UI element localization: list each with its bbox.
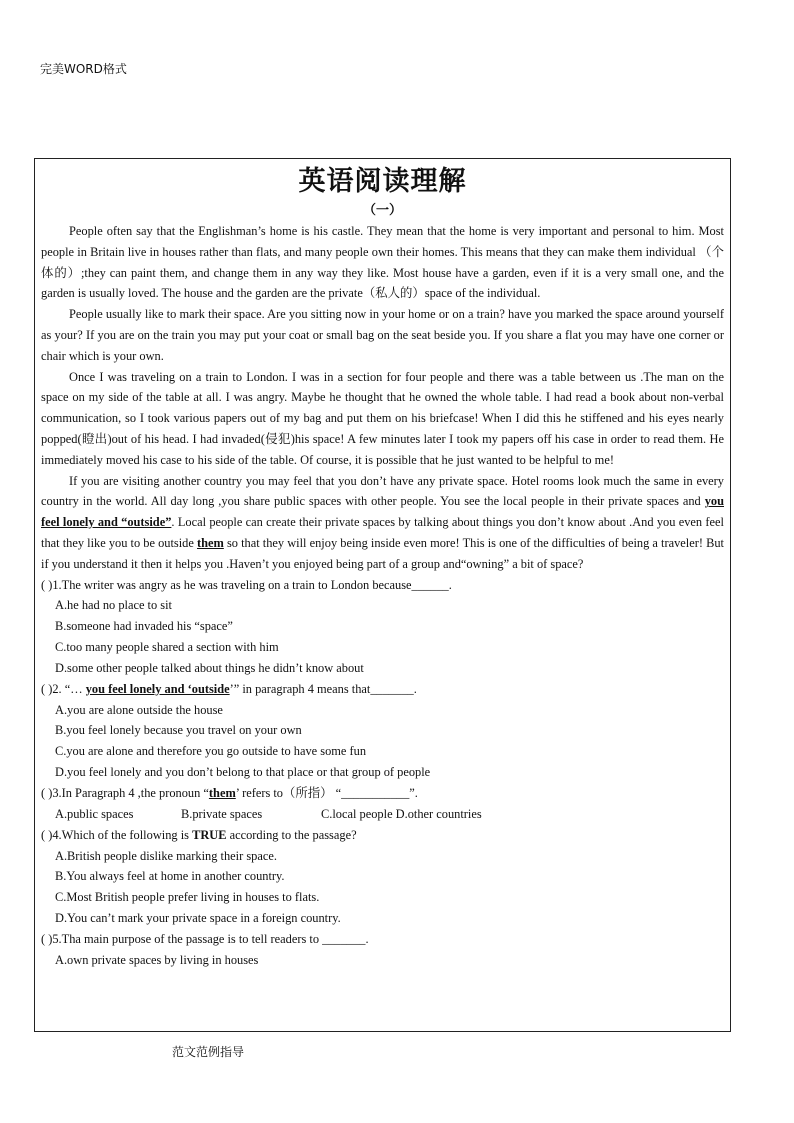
stem-word: them	[208, 785, 236, 800]
paragraph-1: People often say that the Englishman’s home is his castle. They mean that the home is very important and personal to him. Most people in Britain live in houses rather than flats, and many people own their homes. This means that they can make them individual （个体的）;they can paint them, and change them in any way they like. Most house have a garden, even if it is a very small one, and the garden is usually loved. The house and the garden are the private（私人的）space of the individual.	[41, 224, 724, 301]
option: A.public spaces	[55, 806, 134, 821]
content-frame	[34, 158, 731, 1032]
option: B.private spaces	[181, 806, 263, 821]
stem-post: ’” in paragraph 4 means that_______.	[229, 681, 417, 696]
question-2	[41, 679, 724, 783]
question-3	[41, 783, 724, 825]
paragraph-4-part2: . Local people can create their private spaces by talking about things you don’t know about .And you even feel that they like you to be outside	[41, 515, 725, 550]
question-stem	[41, 679, 724, 700]
page-title: 英语阅读理解	[298, 166, 467, 197]
option: B.you feel lonely because you travel on your own	[55, 723, 302, 738]
question-stem: ( )5.Tha main purpose of the passage is to tell readers to _______.	[41, 931, 369, 946]
paragraph-3: Once I was traveling on a train to London. I was in a section for four people and there was a table between us .The man on the space on my side of the table at all. I was angry. Maybe he thought that he owned the whole table. I had read a book about non-verbal communication, so I took various papers out of my bag and put them on his briefcase! When I did this he stiffened and his eyes nearly popped(瞪出)out of his head. I had invaded(侵犯)his space! A few minutes later I took my papers off his case in order to read them. He immediately moved his case to his side of the table. Of course, it is possible that he just wanted to be helpful to me!	[41, 369, 724, 467]
question-5	[41, 929, 724, 971]
content-inner	[41, 163, 724, 971]
option: C.too many people shared a section with him	[55, 640, 279, 655]
stem-phrase: you feel lonely and ‘outside	[85, 681, 230, 696]
highlight-phrase: you feel lonely and “outside”	[41, 494, 724, 530]
option: C.Most British people prefer living in houses to flats.	[55, 890, 320, 905]
paragraph-2: People usually like to mark their space. Are you sitting now in your home or on a train? have you marked the space around yourself as your? If you are on the train you may put your coat or small bag on the seat beside you. If you share a flat you may have one corner or chair which is your own.	[41, 307, 724, 363]
option: A.you are alone outside the house	[55, 702, 223, 717]
option: C.you are alone and therefore you go outside to have some fun	[55, 744, 367, 759]
option: D.you feel lonely and you don’t belong to that place or that group of people	[55, 765, 431, 780]
stem-post: according to the passage?	[226, 827, 357, 842]
question-stem	[41, 825, 724, 846]
stem-bold: TRUE	[192, 827, 227, 842]
option: A.British people dislike marking their space.	[55, 848, 277, 863]
options-row	[41, 804, 724, 825]
question-4	[41, 825, 724, 929]
question-stem	[41, 783, 724, 804]
question-1	[41, 575, 724, 679]
option: B.You always feel at home in another country.	[55, 869, 285, 884]
option: D.some other people talked about things he didn’t know about	[55, 660, 364, 675]
option: C.local people D.other countries	[321, 806, 482, 821]
stem-pre: ( )2. “…	[41, 681, 86, 696]
stem-pre: ( )4.Which of the following is	[41, 827, 193, 842]
page-footer: 范文范例指导	[172, 1045, 245, 1059]
paragraph-4-part3: so that they will enjoy being inside even more! This is one of the difficulties of being a traveler! But if you understand it then it helps you .Haven’t you enjoyed being part of a group and“owning” a bit of space?	[41, 535, 724, 571]
stem-post: ’ refers to（所指） “___________”.	[235, 785, 418, 800]
option: B.someone had invaded his “space”	[55, 619, 233, 634]
option: A.own private spaces by living in houses	[55, 952, 259, 967]
stem-pre: ( )3.In Paragraph 4 ,the pronoun “	[41, 785, 209, 800]
highlight-them: them	[197, 535, 224, 550]
paragraph-4	[41, 471, 724, 575]
option: A.he had no place to sit	[55, 598, 172, 613]
passage	[41, 221, 724, 575]
page-header: 完美WORD格式	[40, 62, 127, 76]
section-number: （一）	[362, 203, 402, 218]
paragraph-4-part1: If you are visiting another country you may feel that you don’t have any private space. Hotel rooms look much the same in every country in the world. All day long ,you share public spaces with other people. You see the local people in their private spaces and	[41, 473, 724, 509]
option: D.You can’t mark your private space in a foreign country.	[55, 911, 341, 926]
question-stem: ( )1.The writer was angry as he was traveling on a train to London because______.	[41, 577, 452, 592]
